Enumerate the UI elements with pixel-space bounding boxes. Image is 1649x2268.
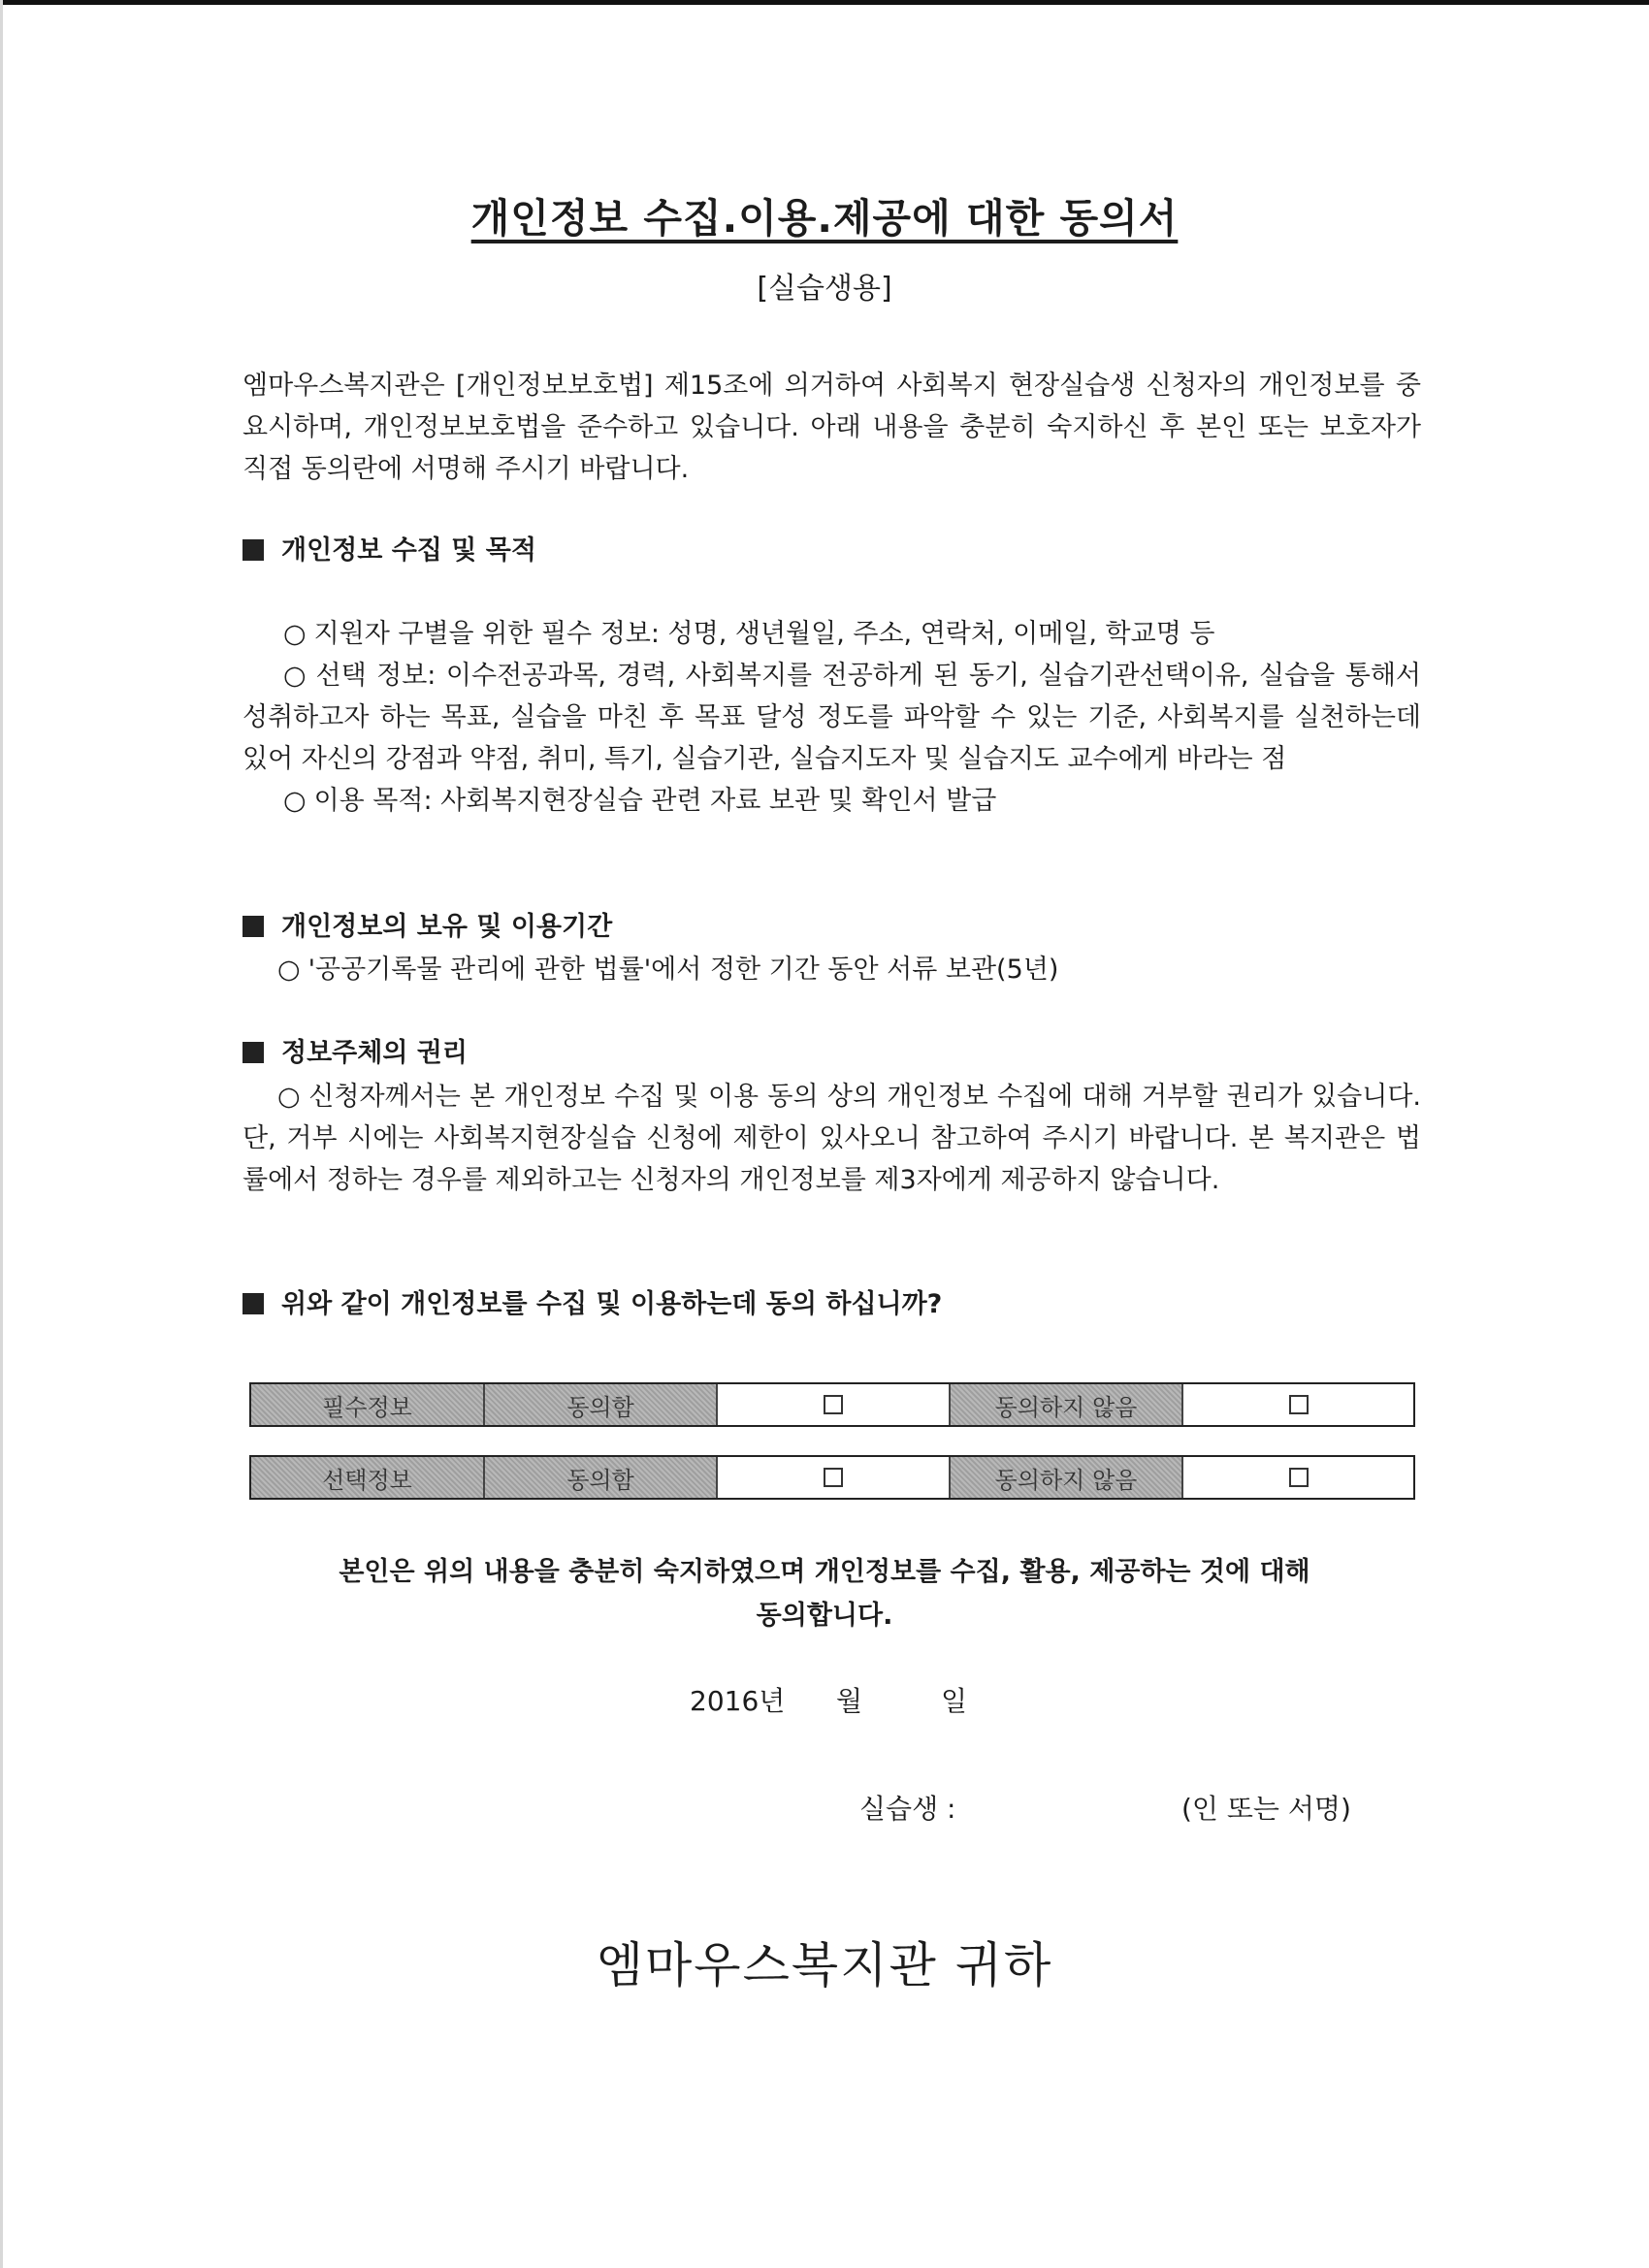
date-day-label: 일 <box>941 1685 968 1717</box>
consent-row-required <box>249 1382 1415 1427</box>
list-item-text: 지원자 구별을 위한 필수 정보: 성명, 생년월일, 주소, 연락처, 이메일, 학교명 등 <box>313 619 1215 649</box>
signature-label: 실습생 : <box>859 1793 956 1825</box>
agree-checkbox-cell <box>718 1457 951 1498</box>
list-item <box>242 655 1421 780</box>
circle-bullet-icon: ○ <box>283 619 307 649</box>
square-bullet-icon <box>242 1042 264 1063</box>
section-heading-rights <box>242 1034 468 1073</box>
page-subtitle: [실습생용] <box>757 272 892 306</box>
square-bullet-icon <box>242 539 264 561</box>
section-heading-label: 개인정보의 보유 및 이용기간 <box>281 912 613 942</box>
agree-label: 동의함 <box>485 1384 718 1425</box>
consent-type-label: 선택정보 <box>251 1457 485 1498</box>
list-item <box>242 780 1421 822</box>
square-bullet-icon <box>242 1293 264 1314</box>
disagree-checkbox[interactable] <box>1289 1395 1309 1414</box>
consent-type-label: 필수정보 <box>251 1384 485 1425</box>
section-heading-collection <box>242 532 536 570</box>
addressee: 엠마우스복지관 귀하 <box>596 1937 1053 1993</box>
section-body-rights <box>242 1076 1421 1201</box>
list-item <box>242 613 1421 655</box>
disagree-label: 동의하지 않음 <box>951 1384 1183 1425</box>
circle-bullet-icon: ○ <box>277 955 301 985</box>
list-item <box>242 949 1421 990</box>
consent-question-label: 위와 같이 개인정보를 수집 및 이용하는데 동의 하십니까? <box>281 1289 943 1319</box>
section-heading-label: 개인정보 수집 및 목적 <box>281 535 536 566</box>
disagree-checkbox-cell <box>1183 1384 1413 1425</box>
list-item-text: '공공기록물 관리에 관한 법률'에서 정한 기간 동안 서류 보관(5년) <box>307 955 1059 985</box>
date-month-label: 월 <box>836 1685 863 1717</box>
circle-bullet-icon: ○ <box>277 1082 302 1112</box>
list-item-text: 신청자께서는 본 개인정보 수집 및 이용 동의 상의 개인정보 수집에 대해 거부할 권리가 있습니다. 단, 거부 시에는 사회복지현장실습 신청에 제한이 있사오니 참고하여 주시기 바랍니다. 본 복지관은 법률에서 정하는 경우를 제외하고는 신청자의 개인정보를 제3자에게 제공하지 않습니다. <box>242 1082 1421 1195</box>
consent-row-optional <box>249 1455 1415 1500</box>
date-year: 2016년 <box>690 1685 786 1717</box>
square-bullet-icon <box>242 916 264 937</box>
section-body-retention <box>242 949 1421 990</box>
agreement-statement-line: 본인은 위의 내용을 충분히 숙지하였으며 개인정보를 수집, 활용, 제공하는 것에 대해 <box>339 1557 1310 1587</box>
disagree-checkbox-cell <box>1183 1457 1413 1498</box>
list-item <box>242 1076 1421 1201</box>
circle-bullet-icon: ○ <box>283 661 308 691</box>
disagree-label: 동의하지 않음 <box>951 1457 1183 1498</box>
section-heading-retention <box>242 908 612 947</box>
signature-note: (인 또는 서명) <box>1181 1793 1351 1825</box>
agree-checkbox-cell <box>718 1384 951 1425</box>
section-heading-label: 정보주체의 권리 <box>281 1038 468 1068</box>
agree-label: 동의함 <box>485 1457 718 1498</box>
circle-bullet-icon: ○ <box>283 786 307 816</box>
consent-question <box>242 1285 942 1324</box>
list-item-text: 선택 정보: 이수전공과목, 경력, 사회복지를 전공하게 된 동기, 실습기관선택이유, 실습을 통해서 성취하고자 하는 목표, 실습을 마친 후 목표 달성 정도를 파악할 수 있는 기준, 사회복지를 실천하는데 있어 자신의 강점과 약점, 취미, 특기, 실습기관, 실습지도자 및 실습지도 교수에게 바라는 점 <box>242 661 1421 774</box>
agree-checkbox[interactable] <box>824 1395 843 1414</box>
agreement-statement <box>242 1550 1406 1637</box>
agree-checkbox[interactable] <box>824 1468 843 1487</box>
intro-paragraph: 엠마우스복지관은 [개인정보보호법] 제15조에 의거하여 사회복지 현장실습생 신청자의 개인정보를 중요시하며, 개인정보보호법을 준수하고 있습니다. 아래 내용을 충분히 숙지하신 후 본인 또는 보호자가 직접 동의란에 서명해 주시기 바랍니다. <box>242 371 1421 484</box>
agreement-statement-line: 동의합니다. <box>756 1601 893 1631</box>
page-title: 개인정보 수집.이용.제공에 대한 동의서 <box>470 195 1179 242</box>
disagree-checkbox[interactable] <box>1289 1468 1309 1487</box>
section-body-collection <box>242 613 1421 822</box>
list-item-text: 이용 목적: 사회복지현장실습 관련 자료 보관 및 확인서 발급 <box>313 786 997 816</box>
